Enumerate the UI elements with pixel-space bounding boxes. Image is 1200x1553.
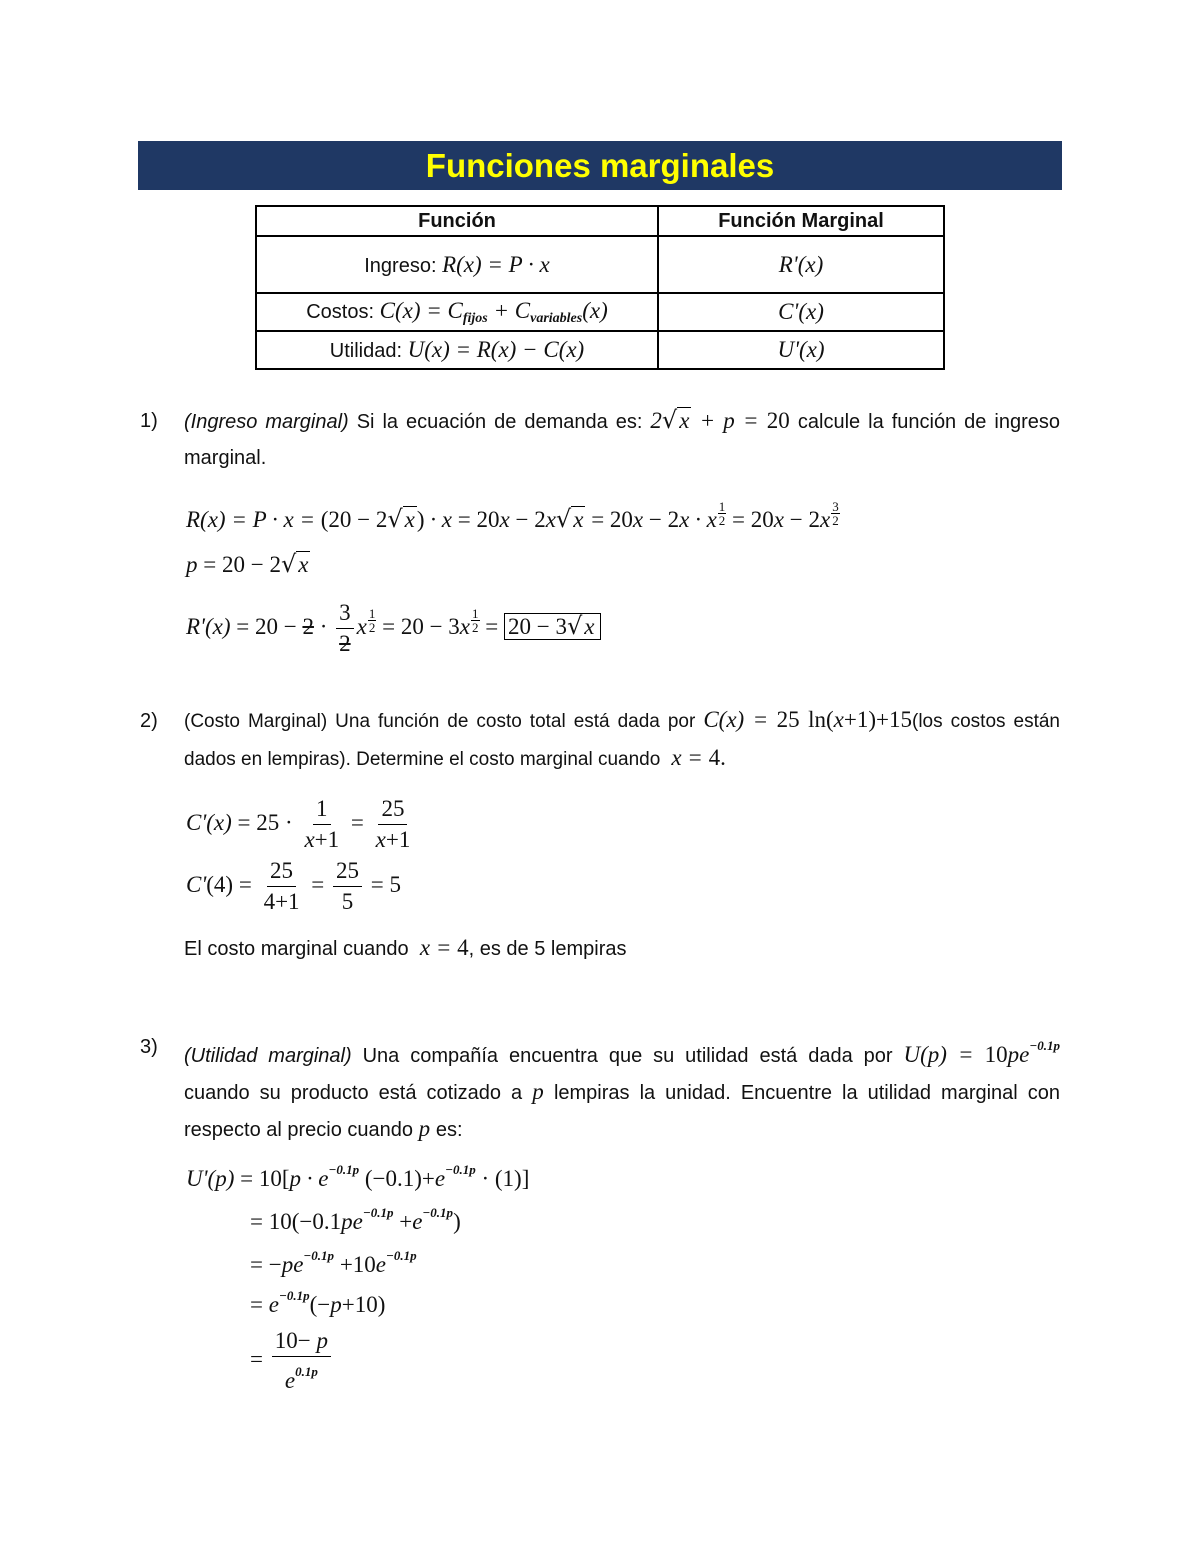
table-cell-function (256, 331, 658, 369)
table-row (256, 236, 944, 293)
table-cell-function (256, 293, 658, 331)
statement-part: Una compañía encuentra que su utilidad está dada por (362, 1045, 893, 1067)
problem-statement (184, 702, 1060, 778)
table-cell-function (256, 236, 658, 293)
statement-part: calcule la función de ingreso marginal. (184, 411, 1061, 469)
utility-equation: $U(p) = 10pe^{-0.1p}$ (903, 1038, 1061, 1067)
row-formula: U(x) = R(x) − C(x) (407, 337, 585, 362)
cost-equation: C(x) = 25 ln(x+1)+15 (703, 707, 912, 732)
conclusion-part: El costo marginal cuando (184, 938, 409, 960)
problem-number: 2) (140, 710, 158, 732)
demand-equation: 2√x + p = 20 (650, 406, 790, 434)
table-cell-marginal (658, 331, 944, 369)
table-header-row (256, 206, 944, 236)
row-marginal: R'(x) (778, 251, 824, 277)
page-title: Funciones marginales (425, 146, 775, 184)
statement-part: lempiras la unidad. Encuentre la utilidad marginal con respecto al precio cuando (184, 1082, 1061, 1141)
equation-step: R(x) = P · x = (20 − 2√x) · x = 20x − 2x√x = 20x − 2x · x $\frac{1}{2}$ = 20x − 2x $\frac{3}{2}$ (186, 499, 839, 533)
problem-tag: (Costo Marginal) (184, 711, 328, 732)
statement-part: Si la ecuación de demanda es: (356, 411, 643, 433)
conclusion-part: , es de 5 lempiras (468, 938, 627, 960)
equation-step: R'(x) = 20 − 2 · $\frac{3}{2}$ x $\frac{1}{2}$ = 20 − 3x $\frac{1}{2}$ = 20 − 3√x (186, 598, 601, 659)
problem-number: 3) (140, 1036, 158, 1058)
table-row (256, 293, 944, 331)
problem-number: 1) (140, 410, 158, 432)
row-marginal: U'(x) (777, 337, 825, 362)
row-formula: R(x) = P · x (442, 251, 550, 277)
marginal-functions-table (255, 205, 945, 370)
conclusion: El costo marginal cuando x = 4, es de 5 lempiras (184, 935, 627, 960)
table-header-marginal: Función Marginal (658, 206, 944, 236)
problem-tag: (Ingreso marginal) (184, 411, 349, 433)
equation-step: $U'(p) = 10[p \cdot e^{-0.1p}$ $(-0.1)+e^{-0.1p} \cdot (1)$] (186, 1162, 530, 1191)
table-header-function: Función (256, 206, 658, 236)
title-bar (138, 141, 1062, 190)
row-label: Costos: (306, 300, 375, 323)
row-label: Utilidad: (329, 340, 403, 362)
equation-step: = $-pe^{-0.1p} +10e^{-0.1p}$ (250, 1248, 417, 1277)
table-row (256, 331, 944, 369)
equation-step: = $e^{-0.1p}(-p+10)$ (250, 1288, 386, 1317)
statement-part: Una función de costo total está dada por (335, 711, 696, 732)
table-cell-marginal (658, 293, 944, 331)
row-label: Ingreso: (364, 254, 437, 277)
equation-step: C'(4) = $\frac{25}{4+1}$ = $\frac{25}{5}$ = 5 (186, 858, 402, 914)
statement-part: cuando su producto está cotizado a (184, 1082, 523, 1104)
problem-statement: (Utilidad marginal) Una compañía encuentra que su utilidad está dada por $U(p) = 10pe^{-0.1p}$ cuando su producto está cotizado a p lempiras la unidad. Encuentre la utilidad marginal con respecto al precio cuando p es: (184, 1038, 1061, 1141)
row-formula: $C(x) = C_{fijos} + C_{variables}(x)$ (379, 297, 608, 326)
condition: x = 4. (665, 745, 726, 770)
equation-step: C'(x) = 25 · $\frac{1}{x+1}$ = $\frac{25}{x+1}$ (186, 796, 411, 852)
problem-tag: (Utilidad marginal) (184, 1045, 352, 1067)
problem-statement (184, 402, 1060, 476)
table-cell-marginal (658, 236, 944, 293)
statement-part: es: (435, 1119, 463, 1141)
equation-step: = $10(-0.1pe^{-0.1p} +e^{-0.1p})$ (250, 1205, 461, 1234)
equation-step: = $\frac{10- p}{e^{0.1p}}$ (250, 1326, 334, 1396)
row-marginal: C'(x) (778, 299, 824, 324)
equation-step: p = 20 − 2√x (186, 550, 309, 578)
statement-part: (los costos están dados en lempiras). Determine el costo marginal cuando (184, 711, 1060, 770)
